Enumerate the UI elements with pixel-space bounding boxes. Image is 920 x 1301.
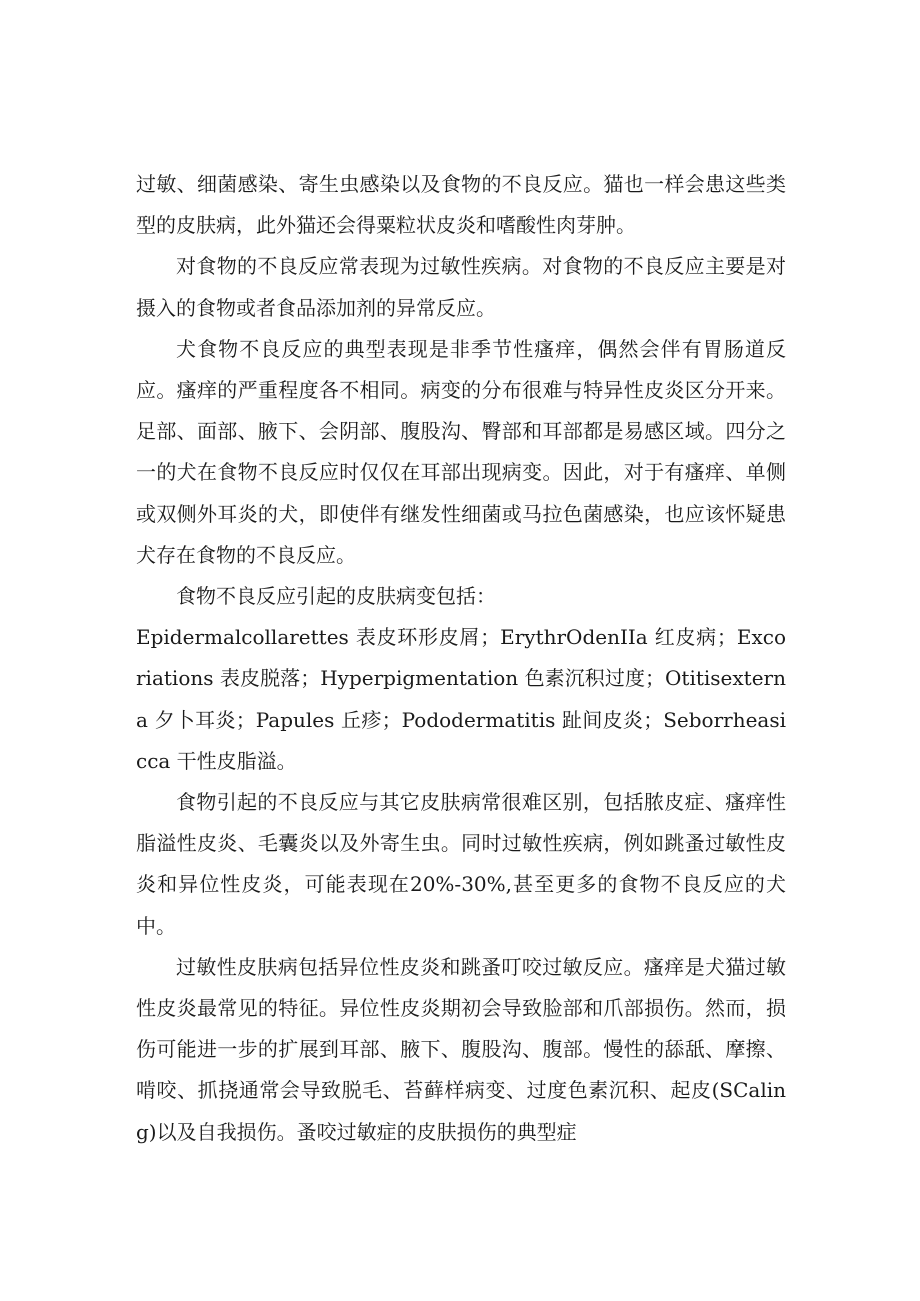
paragraph-continuation: 过敏、细菌感染、寄生虫感染以及食物的不良反应。猫也一样会患这些类型的皮肤病，此外猫还会得粟粒状皮炎和嗜酸性肉芽肿。	[136, 172, 786, 238]
paragraph-food-adverse-reaction: 对食物的不良反应常表现为过敏性疾病。对食物的不良反应主要是对摄入的食物或者食品添加剂的异常反应。	[136, 254, 786, 320]
paragraph-lesions-heading: 食物不良反应引起的皮肤病变包括：	[176, 584, 496, 609]
paragraph-lesion-list: Epidermalcollarettes 表皮环形皮屑；ErythrOdenIIa 红皮病；Excoriations 表皮脱落；Hyperpigmentation 色素沉积过度；Otitisexterna 夕卜耳炎；Papules 丘疹；Pododermatitis 趾间皮炎；Seborrheasicca 干性皮脂溢。	[136, 625, 786, 773]
document-body	[136, 164, 786, 1153]
paragraph-dog-food-reaction: 犬食物不良反应的典型表现是非季节性瘙痒，偶然会伴有胃肠道反应。瘙痒的严重程度各不相同。病变的分布很难与特异性皮炎区分开来。足部、面部、腋下、会阴部、腹股沟、臀部和耳部都是易感区域。四分之一的犬在食物不良反应时仅仅在耳部出现病变。因此，对于有瘙痒、单侧或双侧外耳炎的犬，即使伴有继发性细菌或马拉色菌感染，也应该怀疑患犬存在食物的不良反应。	[136, 336, 786, 567]
paragraph-allergic-skin-disease: 过敏性皮肤病包括异位性皮炎和跳蚤叮咬过敏反应。瘙痒是犬猫过敏性皮炎最常见的特征。异位性皮炎期初会导致脸部和爪部损伤。然而，损伤可能进一步的扩展到耳部、腋下、腹股沟、腹部。慢性的舔舐、摩擦、啃咬、抓挠通常会导致脱毛、苔藓样病变、过度色素沉积、起皮(SCaling)以及自我损伤。蚤咬过敏症的皮肤损伤的典型症	[136, 954, 786, 1144]
paragraph-differential: 食物引起的不良反应与其它皮肤病常很难区别，包括脓皮症、瘙痒性脂溢性皮炎、毛囊炎以及外寄生虫。同时过敏性疾病，例如跳蚤过敏性皮炎和异位性皮炎，可能表现在20%-30%,甚至更多的食物不良反应的犬中。	[136, 790, 786, 938]
